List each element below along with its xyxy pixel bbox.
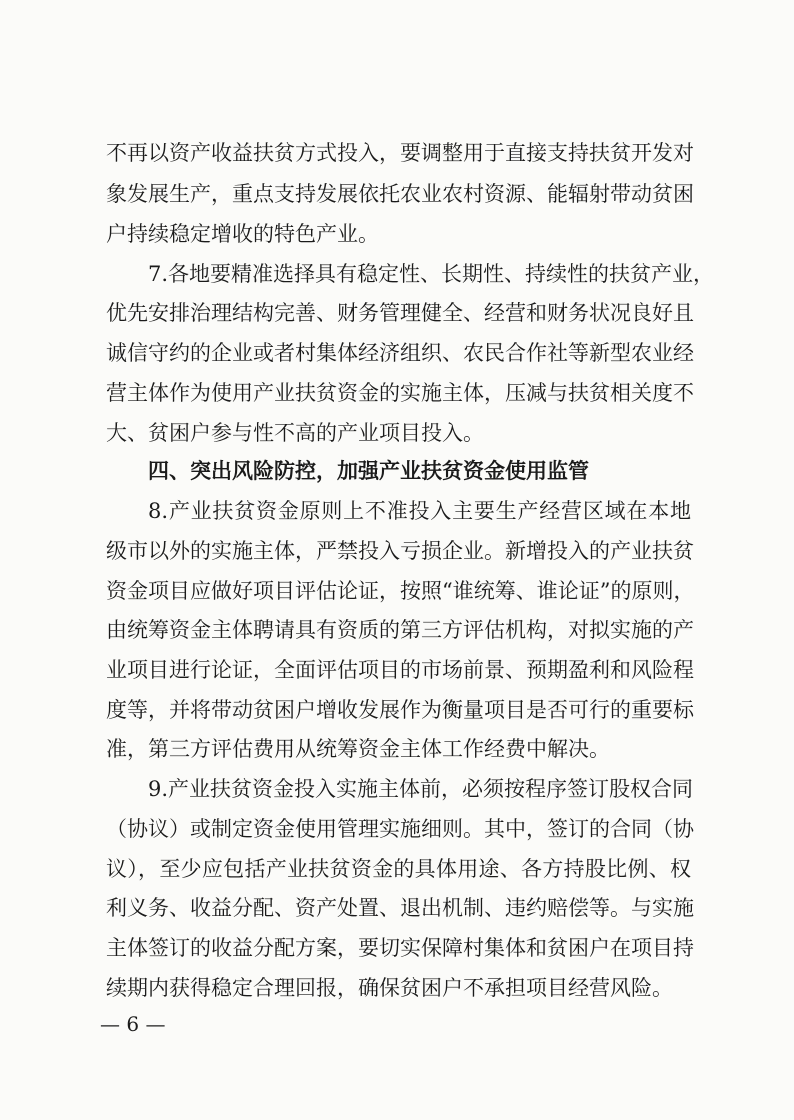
paragraph-line: 级市以外的实施主体，严禁投入亏损企业。新增投入的产业扶贫 <box>106 539 694 563</box>
paragraph-line: 由统筹资金主体聘请具有资质的第三方评估机构，对拟实施的产 <box>106 618 694 642</box>
paragraph-line: 户持续稳定增收的特色产业。 <box>106 222 379 246</box>
paragraph-line: 准，第三方评估费用从统筹资金主体工作经费中解决。 <box>106 737 610 761</box>
paragraph-line: 度等，并将带动贫困户增收发展作为衡量项目是否可行的重要标 <box>106 698 694 722</box>
paragraph-line: 8.产业扶贫资金原则上不准投入主要生产经营区域在本地 <box>148 499 691 523</box>
paragraph-line: 象发展生产，重点支持发展依托农业农村资源、能辐射带动贫困 <box>106 182 694 206</box>
paragraph-line: 不再以资产收益扶贫方式投入，要调整用于直接支持扶贫开发对 <box>106 141 694 165</box>
section-heading: 四、突出风险防控，加强产业扶贫资金使用监管 <box>148 459 589 483</box>
paragraph-line: 9.产业扶贫资金投入实施主体前，必须按程序签订股权合同 <box>148 777 694 801</box>
paragraph-line: 7.各地要精准选择具有稳定性、长期性、持续性的扶贫产业， <box>148 262 715 286</box>
paragraph-line: 优先安排治理结构完善、财务管理健全、经营和财务状况良好且 <box>106 301 694 325</box>
paragraph-line: 诚信守约的企业或者村集体经济组织、农民合作社等新型农业经 <box>106 341 694 365</box>
paragraph-line: （协议）或制定资金使用管理实施细则。其中，签订的合同（协 <box>106 817 694 841</box>
paragraph-line: 议），至少应包括产业扶贫资金的具体用途、各方持股比例、权 <box>106 857 691 881</box>
paragraph-line: 大、贫困户参与性不高的产业项目投入。 <box>106 421 484 445</box>
paragraph-line: 主体签订的收益分配方案，要切实保障村集体和贫困户在项目持 <box>106 936 694 960</box>
paragraph-line: 利义务、收益分配、资产处置、退出机制、违约赔偿等。与实施 <box>106 896 694 920</box>
paragraph-line: 营主体作为使用产业扶贫资金的实施主体，压减与扶贫相关度不 <box>106 381 694 405</box>
paragraph-line: 资金项目应做好项目评估论证，按照“谁统筹、谁论证”的原则， <box>106 579 695 603</box>
paragraph-line: 业项目进行论证，全面评估项目的市场前景、预期盈利和风险程 <box>106 658 694 682</box>
page-number: — 6 — <box>100 1012 166 1036</box>
paragraph-line: 续期内获得稳定合理回报，确保贫困户不承担项目经营风险。 <box>106 976 673 1000</box>
